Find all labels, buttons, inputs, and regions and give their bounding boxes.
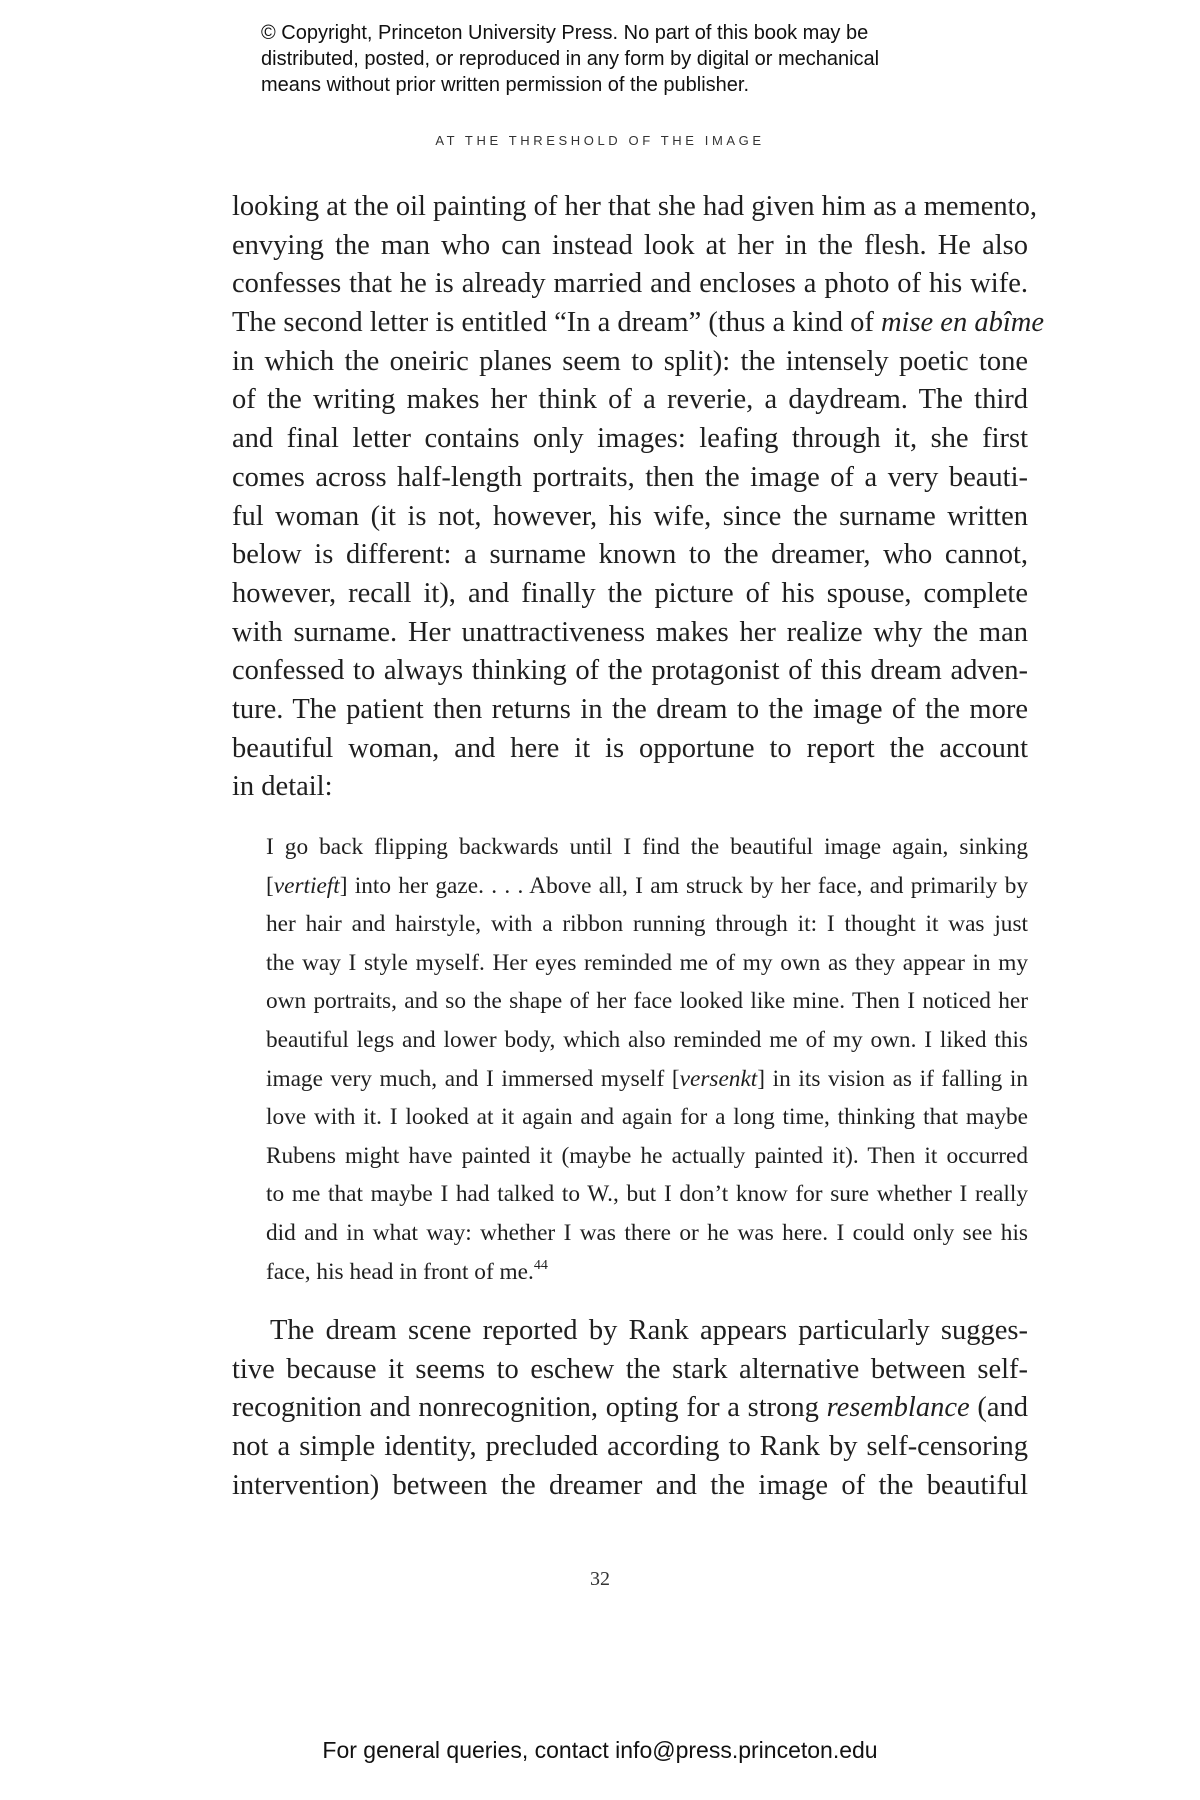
quote-line: beautiful legs and lower body, which also reminded me of my own. I liked this [266,1026,1028,1053]
text-line: not a simple identity, precluded according to Rank by self-censoring [232,1431,1028,1463]
text-line: with surname. Her unattractiveness makes her realize why the man [232,616,1028,648]
text-line: in which the oneiric planes seem to split): the intensely poetic tone [232,345,1028,377]
italic-term: resemblance [826,1392,970,1424]
copyright-line: distributed, posted, or reproduced in any form by digital or mechanical [261,48,880,70]
text-run: face, his head in front of me. [266,1258,534,1285]
paragraph-1 [232,188,1044,807]
italic-term: vertieft [273,872,340,899]
copyright-notice [261,20,1001,98]
text-line: comes across half-length portraits, then the image of a very beauti- [232,461,1028,493]
quote-line: love with it. I looked at it again and again for a long time, thinking that maybe [266,1104,1028,1131]
text-line: tive because it seems to eschew the stark alternative between self- [232,1353,1028,1385]
quote-line: I go back flipping backwards until I find the beautiful image again, sinking [266,834,1028,860]
copyright-line: means without prior written permission of the publisher. [261,74,750,96]
text-run: ] into her gaze. . . . Above all, I am struck by her face, and primarily by [339,872,1028,899]
text-line [232,304,1044,343]
quote-line: own portraits, and so the shape of her face looked like mine. Then I noticed her [266,988,1028,1015]
text-line: beautiful woman, and here it is opportune to report the account [232,732,1028,764]
text-run: image very much, and I immersed myself [ [266,1065,680,1092]
quote-line [266,867,1028,906]
text-line: The dream scene reported by Rank appears particularly sugges- [270,1315,1028,1346]
text-run: The second letter is entitled “In a dream” (thus a kind of [232,307,881,339]
block-quote [266,828,1028,1291]
page-number: 32 [590,1568,610,1590]
text-line: in detail: [232,771,333,803]
text-line: however, recall it), and finally the picture of his spouse, complete [232,577,1028,609]
running-head: AT THE THRESHOLD OF THE IMAGE [435,133,765,148]
text-line [232,1389,1028,1428]
text-line: ful woman (it is not, however, his wife, since the surname written [232,500,1028,532]
quote-line [266,1060,1028,1099]
text-line: confesses that he is already married and encloses a photo of his wife. [232,268,1028,300]
text-line: and final letter contains only images: leafing through it, she first [232,423,1028,455]
italic-term: mise en abîme [880,307,1044,339]
paragraph-2 [232,1312,1028,1505]
quote-line [266,1253,1028,1292]
quote-line: did and in what way: whether I was there or he was here. I could only see his [266,1219,1028,1246]
footnote-reference[interactable]: 44 [533,1257,548,1273]
copyright-line: © Copyright, Princeton University Press. No part of this book may be [261,22,869,44]
text-line: ture. The patient then returns in the dream to the image of the more [232,693,1028,725]
quote-line: to me that maybe I had talked to W., but I don’t know for sure whether I really [266,1181,1028,1208]
text-line: intervention) between the dreamer and the image of the beautiful [232,1469,1028,1501]
quote-line: her hair and hairstyle, with a ribbon running through it: I thought it was just [266,911,1028,938]
quote-line: the way I style myself. Her eyes reminded me of my own as they appear in my [266,949,1028,976]
text-run: ] in its vision as if falling in [757,1065,1028,1092]
text-run: [ [266,872,274,899]
italic-term: versenkt [679,1065,758,1092]
footer-contact: For general queries, contact info@press.princeton.edu [322,1737,878,1763]
text-line: looking at the oil painting of her that she had given him as a memento, [232,191,1037,222]
text-run: (and [969,1392,1028,1424]
text-line: envying the man who can instead look at her in the flesh. He also [232,229,1028,261]
text-line: below is different: a surname known to the dreamer, who cannot, [232,539,1028,571]
quote-line: Rubens might have painted it (maybe he actually painted it). Then it occurred [266,1142,1028,1169]
text-run: recognition and nonrecognition, opting for a strong [232,1392,827,1424]
text-line: of the writing makes her think of a reverie, a daydream. The third [232,384,1028,416]
text-line: confessed to always thinking of the protagonist of this dream adven- [232,655,1028,687]
